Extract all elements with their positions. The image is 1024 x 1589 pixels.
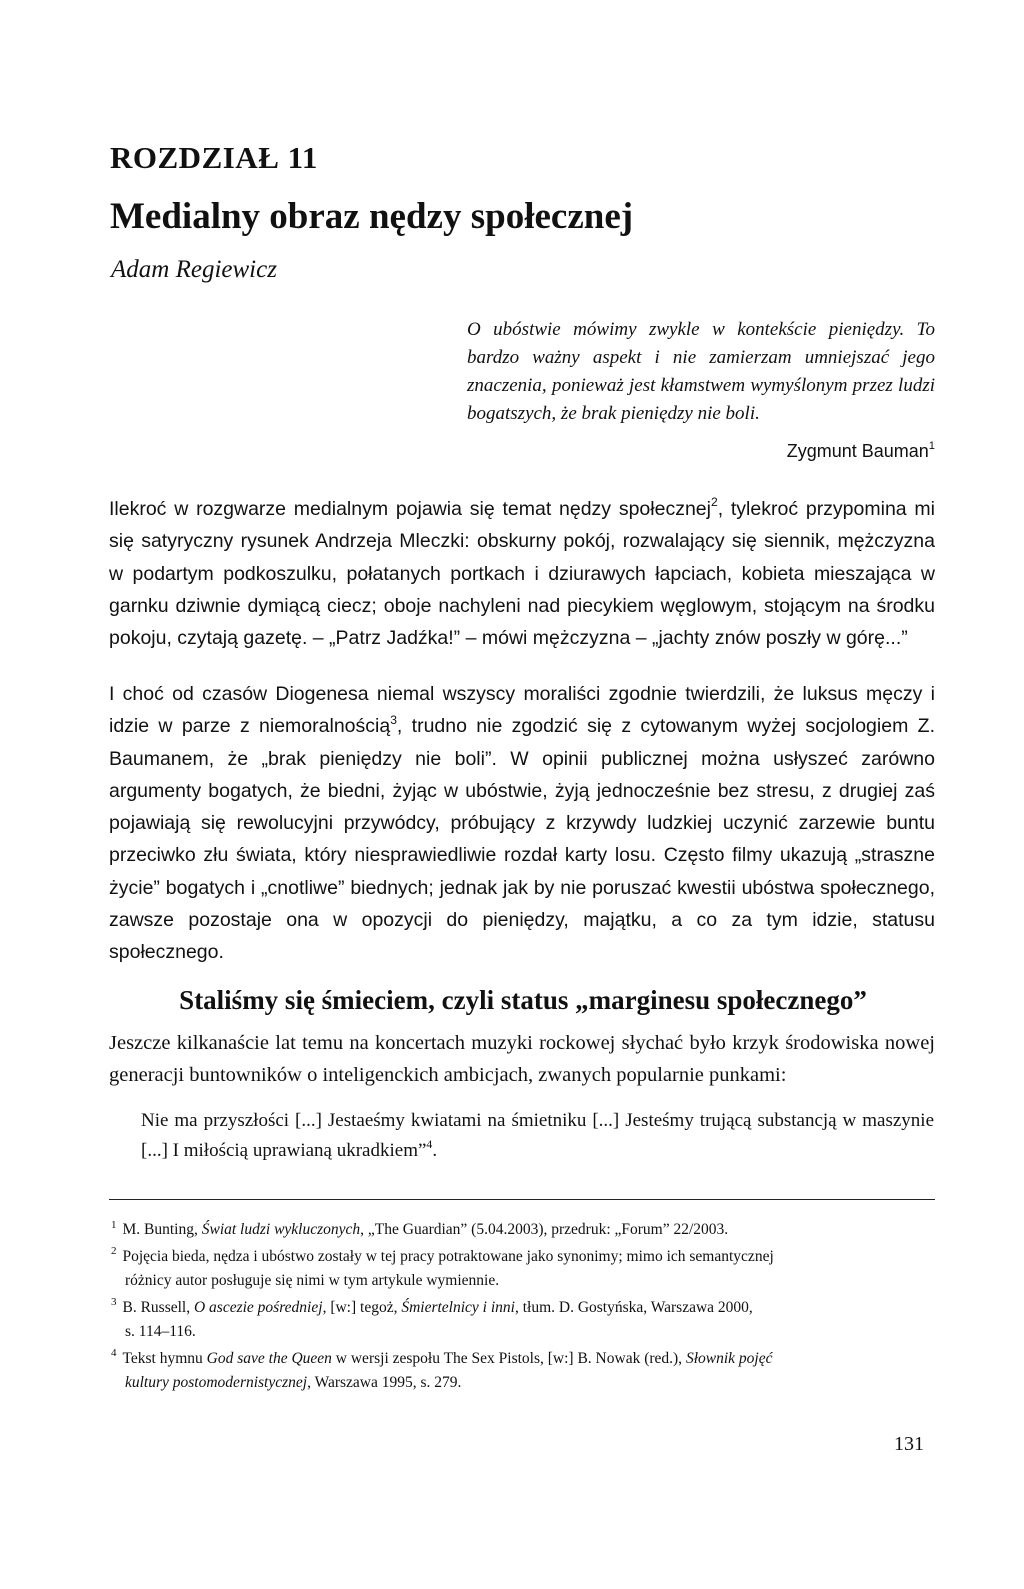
footnote-ref: 1 <box>928 439 935 452</box>
chapter-author: Adam Regiewicz <box>111 256 277 283</box>
footnote-1 <box>111 1218 935 1243</box>
section-heading: Staliśmy się śmieciem, czyli status „marginesu społecznego” <box>179 985 867 1015</box>
footnote-text: B. Russell, <box>122 1298 194 1316</box>
block-quote <box>141 1106 934 1166</box>
footnote-title: Słownik pojęć <box>685 1349 773 1367</box>
chapter-label: ROZDZIAŁ 11 <box>110 140 318 175</box>
footnote-text: , „The Guardian” (5.04.2003), przedruk: „Forum” 22/2003. <box>360 1221 729 1238</box>
chapter-title: Medialny obraz nędzy społecznej <box>110 196 634 237</box>
footnote-text: Pojęcia bieda, nędza i ubóstwo zostały w tej pracy potraktowane jako synonimy; mimo ich semantycznej <box>122 1247 774 1265</box>
paragraph-2 <box>109 678 935 969</box>
footnote-3 <box>111 1296 935 1345</box>
footnote-text: , Warszawa 1995, s. 279. <box>307 1374 462 1391</box>
footnote-number: 4 <box>111 1347 117 1360</box>
footnote-title: God save the Queen <box>206 1349 332 1367</box>
footnote-number: 1 <box>111 1218 117 1231</box>
paragraph-text: , trudno nie zgodzić się z cytowanym wyżej socjologiem Z. Baumanem, że „brak pieniędzy nie boli”. W opinii publicznej można usłyszeć zarówno argumenty bogatych, że biedni, żyjąc w ubóstwie, żyją jednocześnie bez stresu, z drugiej zaś pojawiają się rewolucyjni przywódcy, próbujący z krzywdy ludzkiej uczynić zarzewie buntu przeciwko złu świata, który niesprawiedliwie rozdał karty losu. Często filmy ukazują „straszne życie” bogatych i „cnotliwe” biednych; jednak jak by nie poruszać kwestii ubóstwa społecznego, zawsze pozostaje ona w opozycji do pieniędzy, majątku, a co za tym idzie, statusu społecznego. <box>109 715 935 964</box>
footnote-ref: 4 <box>426 1137 433 1151</box>
footnote-text <box>111 1371 935 1396</box>
footnote-text: w wersji zespołu The Sex Pistols, [w:] B. Nowak (red.), <box>331 1349 686 1367</box>
paragraph-text: Ilekroć w rozgwarze medialnym pojawia się temat nędzy społecznej <box>109 498 711 520</box>
footnote-ref: 2 <box>710 495 718 510</box>
footnote-number: 3 <box>111 1296 117 1309</box>
epigraph-attribution <box>787 441 935 462</box>
footnote-divider <box>109 1199 935 1200</box>
footnotes <box>111 1218 935 1398</box>
paragraph-text: , tylekroć przypomina mi się satyryczny rysunek Andrzeja Mleczki: obskurny pokój, rozwalający się siennik, mężczyzna w podartym podkoszulku, połatanych portkach i dziurawych łapciach, kobieta mieszająca w garnku dziwnie dymiącą ciecz; oboje nachyleni nad piecykiem węglowym, stojącym na środku pokoju, czytają gazetę. – „Patrz Jadźka!” – mówi mężczyzna – „jachty znów poszły w górę...” <box>109 498 935 650</box>
paragraph-3: Jeszcze kilkanaście lat temu na koncertach muzyki rockowej słychać było krzyk środowiska nowej generacji buntowników o inteligenckich ambicjach, zwanych popularnie punkami: <box>109 1032 935 1087</box>
paragraph-1 <box>109 493 935 654</box>
footnote-text: Tekst hymnu <box>122 1349 207 1367</box>
footnote-number: 2 <box>111 1245 117 1258</box>
quote-text: Nie ma przyszłości [...] Jestaeśmy kwiatami na śmietniku [...] Jesteśmy trującą substancją w maszynie [...] I miłością uprawianą ukradkiem” <box>141 1110 934 1161</box>
footnote-text: , [w:] tegoż, <box>322 1298 402 1316</box>
footnote-4 <box>111 1347 935 1396</box>
footnote-text: , tłum. D. Gostyńska, Warszawa 2000, <box>514 1298 753 1316</box>
footnote-title: Świat ludzi wykluczonych <box>201 1221 361 1238</box>
footnote-text: s. 114–116. <box>125 1323 196 1340</box>
footnote-text: M. Bunting, <box>122 1221 202 1238</box>
page-number: 131 <box>894 1433 924 1455</box>
footnote-2 <box>111 1245 935 1294</box>
epigraph-author: Zygmunt Bauman <box>786 441 929 461</box>
epigraph-text: O ubóstwie mówimy zwykle w kontekście pieniędzy. To bardzo ważny aspekt i nie zamierzam umniejszać jego znaczenia, ponieważ jest kłamstwem wymyślonym przez ludzi bogatszych, że brak pieniędzy nie boli. <box>467 319 935 424</box>
footnote-title: kultury postomodernistycznej <box>125 1374 308 1391</box>
footnote-title: O ascezie pośredniej <box>193 1298 323 1316</box>
footnote-ref: 3 <box>390 712 397 727</box>
paragraph-text: I choć od czasów Diogenesa niemal wszyscy moraliści zgodnie twierdzili, że luksus męczy i idzie w parze z niemoralnością <box>109 683 935 738</box>
footnote-title: Śmiertelnicy i inni <box>401 1298 515 1316</box>
quote-end: . <box>432 1140 438 1161</box>
footnote-text: różnicy autor posługuje się nimi w tym artykule wymiennie. <box>125 1272 500 1289</box>
